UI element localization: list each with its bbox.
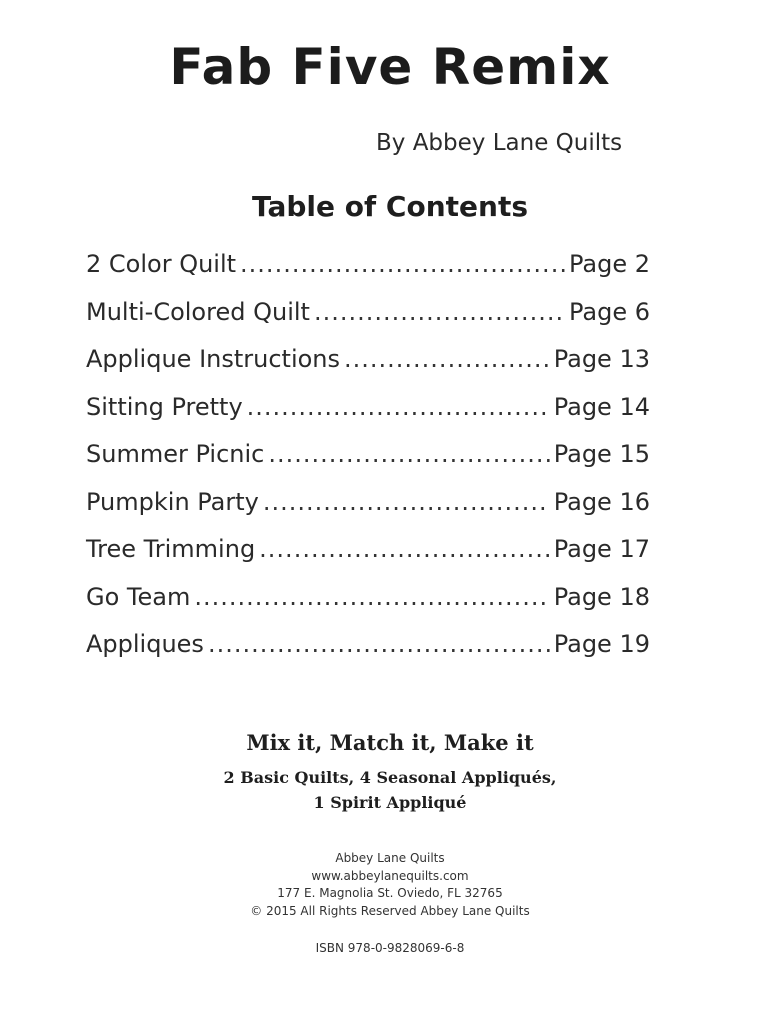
toc-entry-label: Go Team xyxy=(86,582,191,611)
toc-heading: Table of Contents xyxy=(251,190,528,223)
toc-entry-page: Page 14 xyxy=(553,392,650,421)
toc-entry-page: Page 13 xyxy=(553,345,650,373)
toc-entry-tree-trimming xyxy=(86,535,650,583)
dot-leader xyxy=(314,298,565,326)
dot-leader xyxy=(263,488,550,516)
toc-entry-label: Sitting Pretty xyxy=(86,392,243,421)
toc-entry-page: Page 6 xyxy=(569,297,650,326)
toc-entry-page: Page 16 xyxy=(553,487,650,516)
toc-entry-label: Applique Instructions xyxy=(86,345,341,373)
toc-entry-page: Page 15 xyxy=(553,440,650,468)
subline-spirit: 1 Spirit Appliqué xyxy=(313,793,467,812)
toc-entry-page: Page 19 xyxy=(553,630,650,658)
dot-leader xyxy=(259,535,550,563)
dot-leader xyxy=(194,583,549,611)
toc-entry-label: Pumpkin Party xyxy=(86,487,259,516)
subline-quilts: 2 Basic Quilts, 4 Seasonal Appliqués, xyxy=(223,768,557,787)
toc-entry-appliques xyxy=(86,630,650,678)
footer-isbn: ISBN 978-0-9828069-6-8 xyxy=(315,941,465,955)
dot-leader xyxy=(240,250,565,278)
dot-leader xyxy=(268,440,549,468)
dot-leader xyxy=(344,345,550,373)
dot-leader xyxy=(247,393,550,421)
toc-entry-pumpkin-party xyxy=(86,488,650,536)
footer-website: www.abbeylanequilts.com xyxy=(311,869,469,883)
toc-entry-label: Multi-Colored Quilt xyxy=(86,297,310,326)
tagline: Mix it, Match it, Make it xyxy=(246,730,534,755)
toc-entry-label: 2 Color Quilt xyxy=(86,250,237,278)
footer-copyright: © 2015 All Rights Reserved Abbey Lane Quilts xyxy=(250,904,530,918)
toc-entry-label: Tree Trimming xyxy=(86,535,256,563)
toc-entry-summer-picnic xyxy=(86,440,650,488)
table-of-contents xyxy=(86,250,650,678)
toc-entry-page: Page 17 xyxy=(553,535,650,563)
toc-entry-page: Page 2 xyxy=(569,250,650,278)
toc-entry-label: Summer Picnic xyxy=(86,440,265,468)
toc-entry-page: Page 18 xyxy=(553,582,650,611)
page-title: Fab Five Remix xyxy=(169,38,611,96)
footer-company: Abbey Lane Quilts xyxy=(335,851,445,865)
toc-entry-applique-instructions xyxy=(86,345,650,393)
footer-address: 177 E. Magnolia St. Oviedo, FL 32765 xyxy=(277,886,503,900)
toc-entry-sitting-pretty xyxy=(86,393,650,441)
toc-entry-go-team xyxy=(86,583,650,631)
toc-entry-label: Appliques xyxy=(86,630,204,658)
toc-entry-multi-colored-quilt xyxy=(86,298,650,346)
toc-entry-2-color-quilt xyxy=(86,250,650,298)
byline: By Abbey Lane Quilts xyxy=(376,130,623,156)
dot-leader xyxy=(208,630,550,658)
